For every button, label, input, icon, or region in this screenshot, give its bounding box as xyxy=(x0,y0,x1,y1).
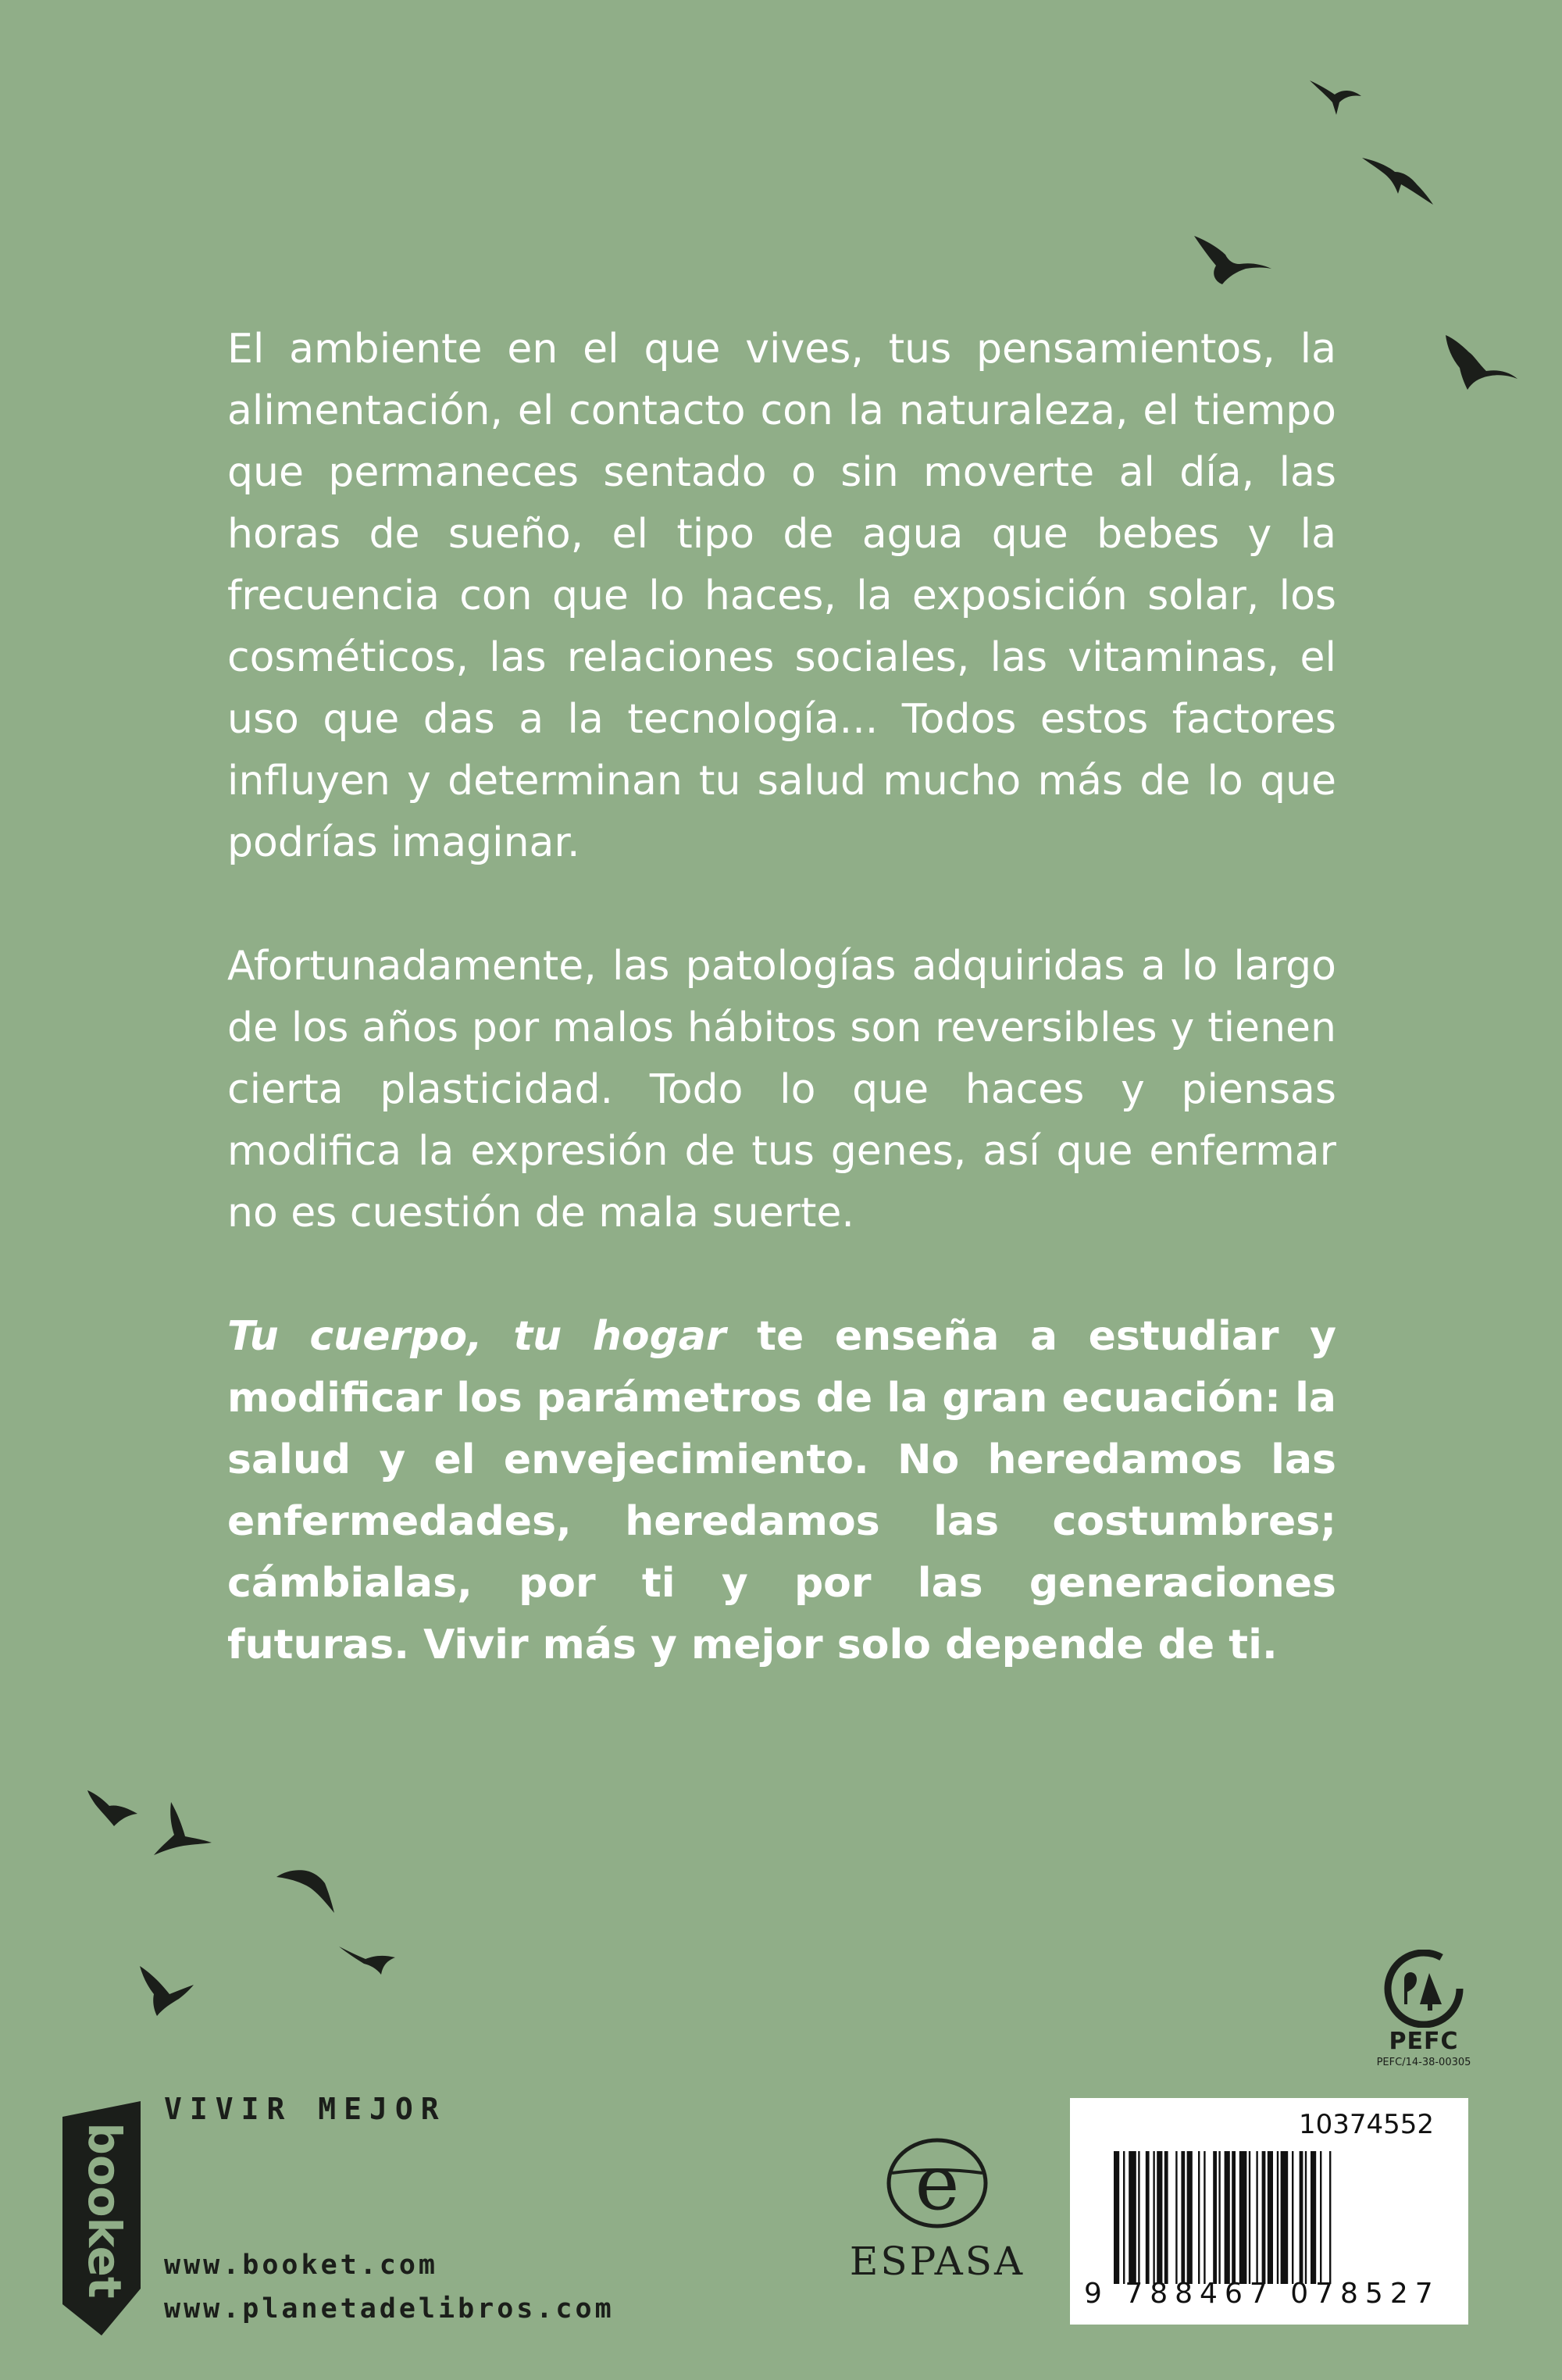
espasa-logo xyxy=(843,2132,1031,2284)
barcode-bar xyxy=(1256,2151,1257,2284)
bird-icon xyxy=(137,1964,195,2018)
planeta-url[interactable]: www.planetadelibros.com xyxy=(164,2293,615,2325)
barcode-bar xyxy=(1153,2151,1154,2284)
barcode-reference: 10374552 xyxy=(1298,2109,1434,2140)
blurb-highlight-paragraph xyxy=(227,1306,1336,1676)
pefc-certification xyxy=(1373,1950,1475,2068)
barcode-bar xyxy=(1138,2151,1139,2284)
barcode-bar xyxy=(1292,2151,1293,2284)
back-cover-blurb xyxy=(227,319,1336,1738)
barcode-panel xyxy=(1070,2098,1468,2325)
barcode-bar xyxy=(1249,2151,1250,2284)
pefc-code: PEFC/14-38-00305 xyxy=(1376,2057,1471,2068)
bird-icon xyxy=(337,1943,398,1981)
barcode-bar xyxy=(1305,2151,1307,2284)
bird-icon xyxy=(1441,332,1519,394)
espasa-mark: e xyxy=(915,2139,960,2227)
barcode-bar xyxy=(1311,2151,1316,2284)
booket-url[interactable]: www.booket.com xyxy=(164,2250,439,2281)
blurb-paragraph: Afortunadamente, las patologías adquiridas a lo largo de los años por malos hábitos son reversibles y tienen cierta plasticidad. Todo lo que haces y piensas modifica la expresión de tus genes, así que enfermar no es cuestión de mala suerte. xyxy=(227,943,1336,1236)
barcode-bar xyxy=(1320,2151,1321,2284)
barcode-bar xyxy=(1262,2151,1266,2284)
barcode-bar xyxy=(1164,2151,1168,2284)
barcode-bar xyxy=(1198,2151,1200,2284)
blurb-paragraph: El ambiente en el que vives, tus pensamientos, la alimentación, el contacto con la naturaleza, el tiempo que permaneces sentado o sin moverte al día, las horas de sueño, el tipo de agua que bebes y la frecuencia con que lo haces, la exposición solar, los cosméticos, las relaciones sociales, las vitaminas, el uso que das a la tecnología... Todos estos factores influyen y determinan tu salud mucho más de lo que podrías imaginar. xyxy=(227,326,1336,866)
barcode-bar xyxy=(1204,2151,1205,2284)
website-links xyxy=(164,2243,615,2331)
pefc-label: PEFC xyxy=(1389,2028,1459,2055)
bird-icon xyxy=(275,1863,337,1918)
book-title: Tu cuerpo, tu hogar xyxy=(227,1313,726,1360)
pefc-tree-icon xyxy=(1381,1950,1467,2028)
booket-logo xyxy=(55,2101,148,2335)
barcode-bar xyxy=(1114,2151,1119,2284)
barcode-bar xyxy=(1175,2151,1177,2284)
barcode-bar xyxy=(1187,2151,1193,2284)
bird-icon xyxy=(1361,153,1435,208)
barcode-bar xyxy=(1225,2151,1230,2284)
bird-icon xyxy=(152,1800,215,1863)
espasa-wordmark: ESPASA xyxy=(849,2239,1025,2284)
espasa-emblem-icon xyxy=(883,2132,992,2234)
barcode-bar xyxy=(1268,2151,1273,2284)
barcode-bar xyxy=(1123,2151,1125,2284)
bird-icon xyxy=(1191,234,1273,289)
barcode-bar xyxy=(1157,2151,1162,2284)
collection-name: VIVIR MEJOR xyxy=(164,2092,447,2126)
bird-icon xyxy=(1308,74,1363,121)
barcode-bar xyxy=(1281,2151,1289,2284)
barcode-bar xyxy=(1146,2151,1150,2284)
barcode-bar xyxy=(1181,2151,1185,2284)
bird-icon xyxy=(86,1787,141,1834)
isbn-digits: 9 788467 078527 xyxy=(1084,2278,1440,2310)
barcode-bar xyxy=(1277,2151,1278,2284)
barcode-bar xyxy=(1329,2151,1331,2284)
barcode-bar xyxy=(1129,2151,1136,2284)
barcode-bar xyxy=(1213,2151,1217,2284)
barcode-bars xyxy=(1114,2151,1442,2284)
blurb-highlight-text: te enseña a estudiar y modificar los parámetros de la gran ecuación: la salud y el envejecimiento. No heredamos las enfermedades, heredamos las costumbres; cámbialas, por ti y por las generaciones futuras. Vivir más y mejor solo depende de ti. xyxy=(227,1313,1337,1668)
barcode-bar xyxy=(1218,2151,1220,2284)
barcode-bar xyxy=(1232,2151,1236,2284)
booket-wordmark: booket xyxy=(77,2122,131,2299)
barcode-bar xyxy=(1239,2151,1247,2284)
barcode-bar xyxy=(1300,2151,1303,2284)
